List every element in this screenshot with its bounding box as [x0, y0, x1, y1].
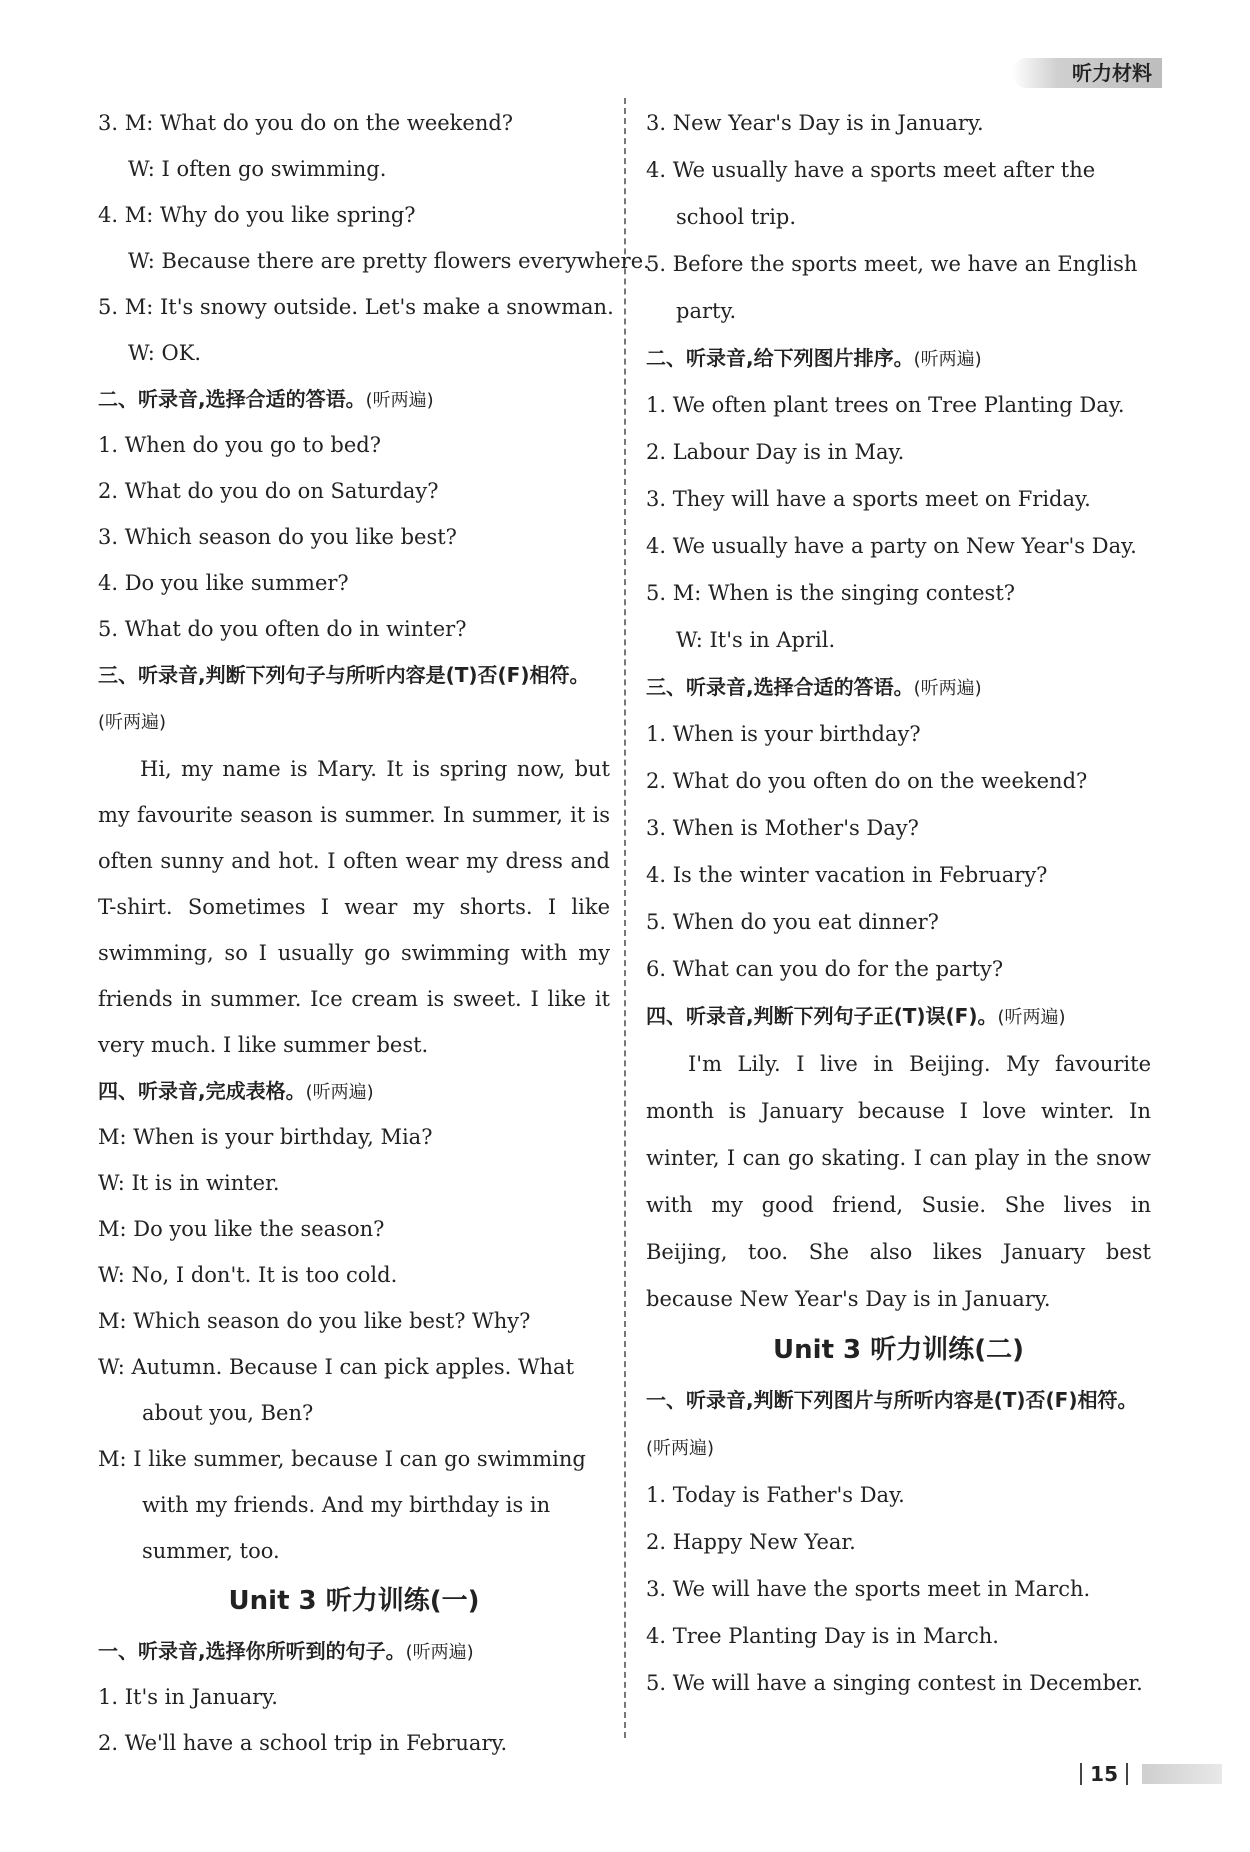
dialog-line: 3. M: What do you do on the weekend? — [98, 111, 514, 135]
list-item: 5. Before the sports meet, we have an English — [646, 252, 1138, 276]
list-item: 1. When do you go to bed? — [98, 433, 382, 457]
dialog-line: about you, Ben? — [142, 1401, 314, 1425]
list-item: W: It's in April. — [676, 628, 836, 652]
page-number-text: 15 — [1090, 1762, 1118, 1786]
list-item: 3. Which season do you like best? — [98, 525, 457, 549]
list-item: 3. We will have the sports meet in March. — [646, 1577, 1091, 1601]
dialog-line: summer, too. — [142, 1539, 280, 1563]
list-item: 3. When is Mother's Day? — [646, 816, 919, 840]
list-item: 5. We will have a singing contest in December. — [646, 1671, 1143, 1695]
unit-title: Unit 3 听力训练(一) — [228, 1586, 480, 1616]
divider — [1126, 1763, 1128, 1785]
left-column — [98, 100, 650, 1766]
column-divider — [624, 98, 626, 1738]
dialog-line: M: Which season do you like best? Why? — [98, 1309, 531, 1333]
dialog-line: M: Do you like the season? — [98, 1217, 385, 1241]
section-heading: 三、听录音,选择合适的答语。(听两遍) — [646, 675, 982, 699]
dialog-line: M: When is your birthday, Mia? — [98, 1125, 433, 1149]
dialog-line: W: No, I don't. It is too cold. — [98, 1263, 398, 1287]
list-item: 4. Tree Planting Day is in March. — [646, 1624, 999, 1648]
list-item: 2. We'll have a school trip in February. — [98, 1731, 508, 1755]
list-item: 4. We usually have a party on New Year's Day. — [646, 534, 1137, 558]
list-item: 1. We often plant trees on Tree Planting Day. — [646, 393, 1125, 417]
list-item: 4. Do you like summer? — [98, 571, 349, 595]
list-item: school trip. — [676, 205, 797, 229]
right-column — [646, 100, 1151, 1707]
list-item: 4. We usually have a sports meet after the — [646, 158, 1096, 182]
section-tag: 听力材料 — [1012, 58, 1162, 88]
list-item: 5. What do you often do in winter? — [98, 617, 467, 641]
section-heading: 四、听录音,判断下列句子正(T)误(F)。(听两遍) — [646, 1004, 1066, 1028]
list-item: 1. It's in January. — [98, 1685, 278, 1709]
dialog-line: M: I like summer, because I can go swimming — [98, 1447, 586, 1471]
section-heading: 一、听录音,选择你所听到的句子。(听两遍) — [98, 1639, 474, 1663]
list-item: 2. Labour Day is in May. — [646, 440, 905, 464]
section-heading: 二、听录音,给下列图片排序。(听两遍) — [646, 346, 982, 370]
dialog-line: W: It is in winter. — [98, 1171, 280, 1195]
list-item: 2. What do you often do on the weekend? — [646, 769, 1088, 793]
passage: Hi, my name is Mary. It is spring now, but my favourite season is summer. In summer, it is often sunny and hot. I often wear my dress and T-shirt. Sometimes I wear my shorts. I like swimming, so I usually go swimming with my friends in summer. Ice cream is sweet. I like it very much. I like summer best. — [98, 757, 610, 1057]
dialog-line: W: OK. — [128, 341, 202, 365]
passage: I'm Lily. I live in Beijing. My favourite month is January because I love winter. In winter, I can go skating. I can play in the snow with my good friend, Susie. She lives in Beijing, too. She also likes January best because New Year's Day is in January. — [646, 1052, 1151, 1311]
divider — [1080, 1763, 1082, 1785]
dialog-line: W: I often go swimming. — [128, 157, 387, 181]
section-heading: 一、听录音,判断下列图片与所听内容是(T)否(F)相符。(听两遍) — [646, 1388, 1138, 1459]
list-item: 3. New Year's Day is in January. — [646, 111, 984, 135]
list-item: 6. What can you do for the party? — [646, 957, 1004, 981]
list-item: 1. When is your birthday? — [646, 722, 921, 746]
list-item: 3. They will have a sports meet on Friday. — [646, 487, 1091, 511]
list-item: 1. Today is Father's Day. — [646, 1483, 905, 1507]
unit-title: Unit 3 听力训练(二) — [773, 1335, 1024, 1365]
dialog-line: 5. M: It's snowy outside. Let's make a snowman. — [98, 295, 614, 319]
decor-bar — [1142, 1764, 1222, 1784]
list-item: 5. When do you eat dinner? — [646, 910, 939, 934]
list-item: 2. What do you do on Saturday? — [98, 479, 439, 503]
section-heading: 三、听录音,判断下列句子与所听内容是(T)否(F)相符。(听两遍) — [98, 663, 590, 733]
section-heading: 二、听录音,选择合适的答语。(听两遍) — [98, 387, 434, 411]
list-item: 5. M: When is the singing contest? — [646, 581, 1016, 605]
list-item: party. — [676, 299, 737, 323]
list-item: 4. Is the winter vacation in February? — [646, 863, 1048, 887]
dialog-line: 4. M: Why do you like spring? — [98, 203, 416, 227]
section-heading: 四、听录音,完成表格。(听两遍) — [98, 1079, 374, 1103]
dialog-line: with my friends. And my birthday is in — [142, 1493, 551, 1517]
page-number — [1072, 1762, 1222, 1786]
list-item: 2. Happy New Year. — [646, 1530, 856, 1554]
dialog-line: W: Autumn. Because I can pick apples. What — [98, 1355, 575, 1379]
dialog-line: W: Because there are pretty flowers everywhere. — [128, 249, 650, 273]
